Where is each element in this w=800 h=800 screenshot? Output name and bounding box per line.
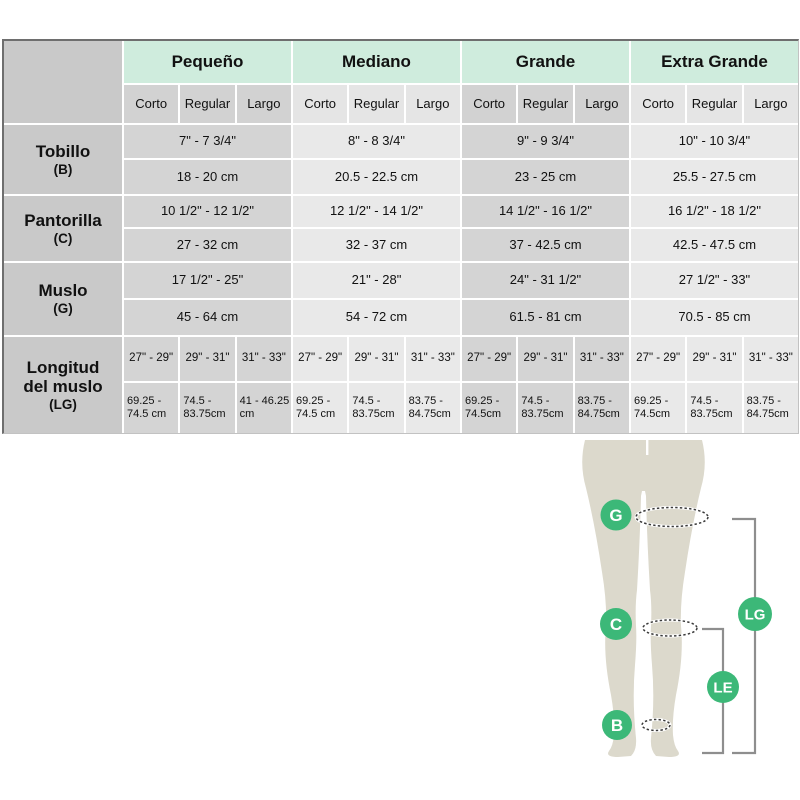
waist-cleft-line [646,440,648,455]
data-cell: 70.5 - 85 cm [631,300,798,335]
data-cell: 27 - 32 cm [124,229,291,261]
data-cell: 7" - 7 3/4" [124,125,291,158]
lg-inch-cell: 29" - 31" [180,337,234,381]
size-header-extra-grande: Extra Grande [631,41,798,83]
row-label-pantorilla [4,196,122,261]
lg-inch-cell: 31" - 33" [575,337,629,381]
lg-length-bracket [732,519,755,753]
size-header-pequeno: Pequeño [124,41,291,83]
data-cell: 21" - 28" [293,263,460,298]
fit-header: Largo [406,85,460,123]
fit-header: Largo [237,85,291,123]
legs-measurement-diagram [570,440,800,800]
lg-cm-cell: 74.5 - 83.75cm [180,383,234,433]
fit-header: Largo [575,85,629,123]
lg-cm-cell: 74.5 - 83.75cm [518,383,572,433]
lg-badge-label: LG [744,606,766,624]
data-cell: 27 1/2" - 33" [631,263,798,298]
data-cell: 24" - 31 1/2" [462,263,629,298]
lg-cm-cell: 69.25 - 74.5cm [631,383,685,433]
row-label-code: (C) [53,230,73,246]
lg-cm-cell: 83.75 - 84.75cm [406,383,460,433]
lg-inch-cell: 29" - 31" [518,337,572,381]
fit-header: Corto [462,85,516,123]
lg-badge [738,597,772,631]
row-label-longitud-muslo [4,337,122,433]
row-label-code: (G) [53,301,73,317]
data-cell: 12 1/2" - 14 1/2" [293,196,460,227]
lg-cm-cell: 74.5 - 83.75cm [687,383,741,433]
fit-header: Regular [687,85,741,123]
row-label-text: Longitud del muslo [23,357,103,397]
data-cell: 10 1/2" - 12 1/2" [124,196,291,227]
data-cell: 18 - 20 cm [124,160,291,194]
lg-inch-cell: 27" - 29" [462,337,516,381]
lg-inch-cell: 31" - 33" [744,337,798,381]
lg-inch-cell: 27" - 29" [631,337,685,381]
thigh-badge-label: G [609,506,623,525]
lg-cm-cell: 41 - 46.25 cm [237,383,291,433]
calf-badge-label: C [609,615,623,634]
data-cell: 10" - 10 3/4" [631,125,798,158]
data-cell: 25.5 - 27.5 cm [631,160,798,194]
lg-cm-cell: 69.25 - 74.5cm [462,383,516,433]
size-table [2,39,799,434]
fit-header: Corto [293,85,347,123]
row-label-tobillo [4,125,122,194]
data-cell: 17 1/2" - 25" [124,263,291,298]
size-header-grande: Grande [462,41,629,83]
lg-inch-cell: 29" - 31" [349,337,403,381]
row-label-code: (B) [53,161,73,177]
data-cell: 37 - 42.5 cm [462,229,629,261]
lg-cm-cell: 74.5 - 83.75cm [349,383,403,433]
lg-inch-cell: 27" - 29" [293,337,347,381]
data-cell: 54 - 72 cm [293,300,460,335]
ankle-badge-b [602,710,632,740]
fit-header: Regular [349,85,403,123]
data-cell: 9" - 9 3/4" [462,125,629,158]
data-cell: 8" - 8 3/4" [293,125,460,158]
legs-silhouette [582,440,705,757]
ankle-badge-label: B [610,716,624,735]
data-cell: 32 - 37 cm [293,229,460,261]
fit-header: Largo [744,85,798,123]
lg-cm-cell: 69.25 - 74.5 cm [293,383,347,433]
row-label-text: Pantorilla [24,210,102,230]
data-cell: 16 1/2" - 18 1/2" [631,196,798,227]
data-cell: 42.5 - 47.5 cm [631,229,798,261]
lg-inch-cell: 27" - 29" [124,337,178,381]
lg-inch-cell: 31" - 33" [406,337,460,381]
thigh-badge-g [601,500,632,531]
row-label-muslo [4,263,122,335]
row-label-text: Tobillo [35,141,91,161]
data-cell: 23 - 25 cm [462,160,629,194]
row-label-text: Muslo [38,281,88,301]
data-cell: 61.5 - 81 cm [462,300,629,335]
fit-header: Corto [631,85,685,123]
data-cell: 20.5 - 22.5 cm [293,160,460,194]
lg-inch-cell: 31" - 33" [237,337,291,381]
le-badge-label: LE [713,679,733,697]
fit-header: Corto [124,85,178,123]
lg-cm-cell: 83.75 - 84.75cm [744,383,798,433]
fit-header: Regular [180,85,234,123]
fit-header: Regular [518,85,572,123]
data-cell: 14 1/2" - 16 1/2" [462,196,629,227]
data-cell: 45 - 64 cm [124,300,291,335]
corner-cell [4,41,122,123]
lg-inch-cell: 29" - 31" [687,337,741,381]
lg-cm-cell: 69.25 - 74.5 cm [124,383,178,433]
calf-badge-c [600,608,632,640]
lg-cm-cell: 83.75 - 84.75cm [575,383,629,433]
size-header-mediano: Mediano [293,41,460,83]
row-label-code: (LG) [49,396,77,412]
le-badge [707,671,739,703]
